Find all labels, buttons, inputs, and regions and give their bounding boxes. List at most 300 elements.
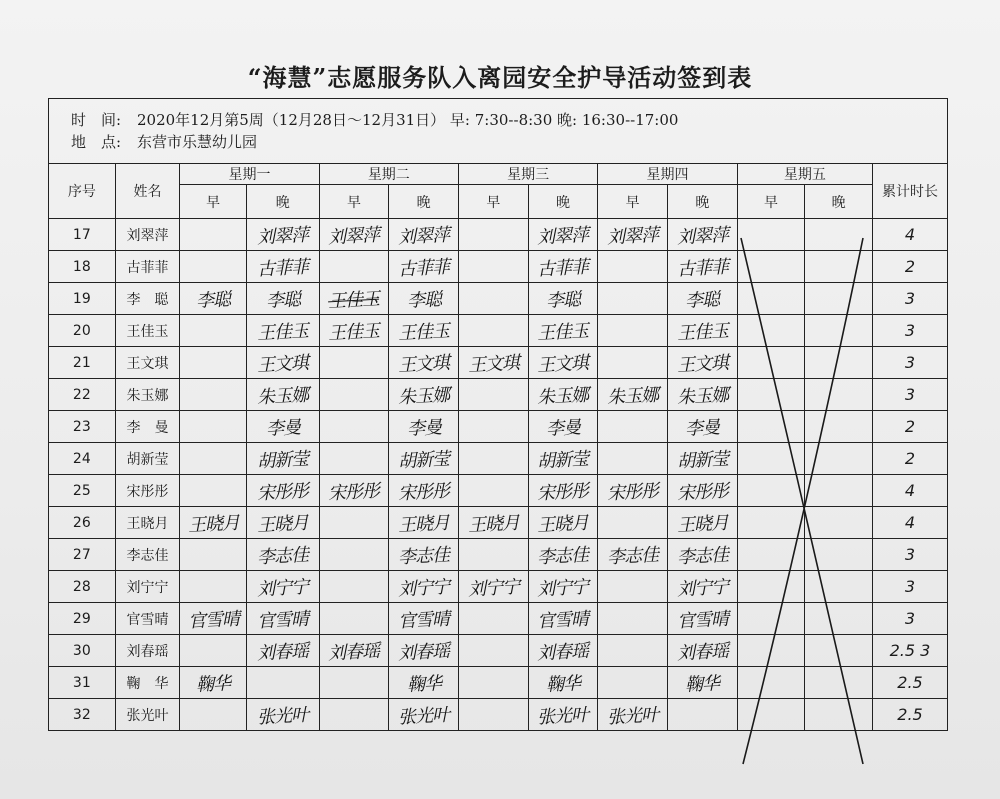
signature-cell-text: 张光叶 — [606, 704, 659, 728]
table-row — [49, 507, 948, 539]
signature-cell-text: 王晓月 — [537, 512, 590, 536]
signature-cell — [737, 635, 805, 667]
header-am: 早 — [737, 185, 805, 219]
signature-cell-text: 李曼 — [684, 416, 720, 440]
volunteer-name — [115, 443, 180, 475]
signature-cell — [458, 283, 528, 315]
signature-cell — [389, 699, 459, 731]
table-row — [49, 283, 948, 315]
signature-cell-text: 刘春瑶 — [537, 640, 590, 664]
signature-cell — [598, 315, 668, 347]
row-number — [49, 603, 116, 635]
signature-cell — [458, 475, 528, 507]
signature-cell-text: 官雪晴 — [256, 608, 309, 632]
total-hours — [872, 283, 947, 315]
signature-cell-text: 宋彤彤 — [328, 480, 381, 504]
signature-cell — [805, 699, 873, 731]
total-hours — [872, 475, 947, 507]
signature-cell — [598, 507, 668, 539]
table-row — [49, 475, 948, 507]
signature-cell — [389, 347, 459, 379]
signature-cell — [737, 507, 805, 539]
sign-in-table — [48, 98, 948, 731]
header-am: 早 — [598, 185, 668, 219]
signature-cell — [528, 251, 598, 283]
signature-cell — [528, 411, 598, 443]
volunteer-name — [115, 603, 180, 635]
signature-cell — [389, 443, 459, 475]
signature-cell — [737, 475, 805, 507]
signature-cell — [668, 699, 738, 731]
signature-cell-text: 朱玉娜 — [676, 384, 729, 408]
signature-cell — [805, 251, 873, 283]
signature-cell — [389, 635, 459, 667]
signature-cell-text: 李聪 — [406, 288, 442, 312]
signature-cell — [737, 571, 805, 603]
header-day-mon: 星期一 — [180, 164, 319, 185]
signature-cell-text: 官雪晴 — [187, 608, 240, 632]
total-hours — [872, 379, 947, 411]
signature-cell — [246, 251, 319, 283]
signature-cell-text: 古菲菲 — [256, 256, 309, 280]
header-no: 序号 — [49, 164, 116, 219]
signature-cell — [668, 219, 738, 251]
signature-cell-text: 刘宁宁 — [676, 576, 729, 600]
row-number — [49, 411, 116, 443]
volunteer-name — [115, 667, 180, 699]
signature-cell-text: 古菲菲 — [397, 256, 450, 280]
volunteer-name-text: 古菲菲 — [126, 259, 169, 276]
signature-cell — [737, 443, 805, 475]
total-hours-text: 3 — [904, 577, 916, 596]
signature-cell-text: 王晓月 — [187, 512, 240, 536]
signature-cell — [458, 347, 528, 379]
volunteer-name-text: 刘翠萍 — [126, 227, 169, 244]
signature-cell-text: 张光叶 — [256, 704, 309, 728]
signature-cell-text: 王文琪 — [256, 352, 309, 376]
time-line — [71, 109, 947, 131]
signature-cell — [737, 411, 805, 443]
signature-cell — [528, 603, 598, 635]
signature-cell-text: 古菲菲 — [537, 256, 590, 280]
time-value: 2020年12月第5周（12月28日～12月31日） 早: 7:30--8:30 晚: 16:30--17:00 — [137, 111, 679, 129]
signature-cell — [737, 667, 805, 699]
place-line — [71, 131, 947, 153]
signature-cell — [598, 635, 668, 667]
signature-cell — [528, 667, 598, 699]
signature-cell-text: 宋彤彤 — [256, 480, 309, 504]
signature-cell-text: 王佳玉 — [397, 320, 450, 344]
signature-cell-text: 王文琪 — [467, 352, 520, 376]
signature-cell — [598, 379, 668, 411]
total-hours — [872, 667, 947, 699]
signature-cell — [246, 475, 319, 507]
signature-cell — [805, 315, 873, 347]
signature-cell — [458, 635, 528, 667]
signature-cell-text: 刘宁宁 — [467, 576, 520, 600]
volunteer-name — [115, 283, 180, 315]
volunteer-name-text: 李 聪 — [126, 291, 169, 308]
total-hours — [872, 539, 947, 571]
total-hours-text: 3 — [904, 545, 916, 564]
signature-cell — [458, 603, 528, 635]
row-number — [49, 283, 116, 315]
row-number — [49, 315, 116, 347]
total-hours — [872, 411, 947, 443]
volunteer-name-text: 刘春瑶 — [126, 643, 169, 660]
signature-cell — [389, 219, 459, 251]
volunteer-name — [115, 315, 180, 347]
signature-cell — [319, 379, 389, 411]
table-row — [49, 411, 948, 443]
signature-cell — [389, 475, 459, 507]
total-hours-text: 3 — [904, 385, 916, 404]
signature-cell-text: 宋彤彤 — [676, 480, 729, 504]
volunteer-name — [115, 635, 180, 667]
signature-cell — [389, 251, 459, 283]
volunteer-name — [115, 571, 180, 603]
signature-cell-text: 朱玉娜 — [537, 384, 590, 408]
total-hours — [872, 251, 947, 283]
signature-cell-text: 官雪晴 — [676, 608, 729, 632]
signature-cell — [668, 603, 738, 635]
signature-cell — [805, 283, 873, 315]
signature-cell — [319, 443, 389, 475]
signature-cell — [805, 667, 873, 699]
row-number — [49, 347, 116, 379]
place-value: 东营市乐慧幼儿园 — [137, 133, 258, 151]
volunteer-name — [115, 219, 180, 251]
table-row — [49, 571, 948, 603]
total-hours — [872, 571, 947, 603]
signature-cell — [319, 571, 389, 603]
row-number-text: 30 — [72, 642, 91, 659]
total-hours-text: 3 — [904, 609, 916, 628]
signature-cell-text: 朱玉娜 — [606, 384, 659, 408]
row-number-text: 26 — [72, 514, 91, 531]
signature-cell — [246, 635, 319, 667]
signature-cell — [528, 699, 598, 731]
signature-cell-text: 李志佳 — [606, 544, 659, 568]
table-row — [49, 443, 948, 475]
signature-cell — [458, 667, 528, 699]
signature-cell-text: 胡新莹 — [676, 448, 729, 472]
signature-cell — [458, 219, 528, 251]
header-am: 早 — [458, 185, 528, 219]
row-number-text: 22 — [72, 386, 91, 403]
signature-cell — [246, 603, 319, 635]
header-pm: 晚 — [528, 185, 598, 219]
header-day-fri: 星期五 — [737, 164, 872, 185]
signature-cell-text: 李聪 — [684, 288, 720, 312]
row-number — [49, 379, 116, 411]
signature-cell — [598, 347, 668, 379]
row-number — [49, 507, 116, 539]
signature-cell — [668, 283, 738, 315]
row-number-text: 20 — [72, 322, 91, 339]
signature-cell — [319, 539, 389, 571]
row-number-text: 19 — [72, 290, 91, 307]
signature-cell — [180, 667, 247, 699]
signature-cell — [805, 571, 873, 603]
signature-cell-text: 鞠华 — [545, 672, 581, 696]
table-row — [49, 603, 948, 635]
signature-cell — [668, 443, 738, 475]
signature-cell — [805, 219, 873, 251]
signature-cell — [180, 635, 247, 667]
signature-cell-text: 鞠华 — [195, 672, 231, 696]
signature-cell — [180, 411, 247, 443]
signature-cell — [319, 251, 389, 283]
signature-cell — [458, 539, 528, 571]
row-number-text: 21 — [72, 354, 91, 371]
signature-cell — [668, 667, 738, 699]
signature-cell — [319, 699, 389, 731]
total-hours-text: 2 — [904, 449, 916, 468]
volunteer-name — [115, 347, 180, 379]
header-day-thu: 星期四 — [598, 164, 737, 185]
signature-cell — [180, 315, 247, 347]
signature-cell — [668, 347, 738, 379]
table-row — [49, 315, 948, 347]
total-hours-text: 2.5 — [897, 705, 923, 724]
volunteer-name-text: 王佳玉 — [126, 323, 169, 340]
volunteer-name-text: 鞠 华 — [126, 675, 169, 692]
signature-cell-text: 刘春瑶 — [256, 640, 309, 664]
signature-cell — [528, 443, 598, 475]
header-day-tue: 星期二 — [319, 164, 458, 185]
signature-cell-text: 王晓月 — [256, 512, 309, 536]
signature-cell — [246, 699, 319, 731]
signature-cell — [180, 379, 247, 411]
signature-cell-text: 刘翠萍 — [328, 224, 381, 248]
signature-cell — [598, 699, 668, 731]
signature-cell — [180, 539, 247, 571]
signature-cell — [668, 475, 738, 507]
signature-cell — [805, 411, 873, 443]
signature-cell — [180, 571, 247, 603]
signature-cell — [737, 539, 805, 571]
signature-cell-text: 王文琪 — [537, 352, 590, 376]
signature-cell-text: 李曼 — [265, 416, 301, 440]
signature-cell — [458, 571, 528, 603]
signature-cell — [389, 411, 459, 443]
signature-cell — [458, 251, 528, 283]
header-pm: 晚 — [389, 185, 459, 219]
signature-cell-text: 刘翠萍 — [606, 224, 659, 248]
signature-cell — [458, 443, 528, 475]
signature-cell — [598, 603, 668, 635]
signature-cell-text: 李志佳 — [397, 544, 450, 568]
total-hours — [872, 315, 947, 347]
signature-cell-text: 朱玉娜 — [256, 384, 309, 408]
signature-cell — [598, 539, 668, 571]
signature-cell-text: 王佳玉 — [256, 320, 309, 344]
signature-cell — [528, 635, 598, 667]
signature-cell-text: 王晓月 — [397, 512, 450, 536]
signature-cell-text: 古菲菲 — [676, 256, 729, 280]
total-hours-text: 4 — [904, 481, 916, 500]
signature-cell-text: 李聪 — [195, 288, 231, 312]
signature-cell — [458, 315, 528, 347]
signature-cell-text: 刘春瑶 — [328, 640, 381, 664]
signature-cell-text: 李曼 — [545, 416, 581, 440]
table-row — [49, 347, 948, 379]
signature-cell — [180, 283, 247, 315]
signature-cell — [458, 507, 528, 539]
signature-cell — [180, 699, 247, 731]
signature-cell — [528, 283, 598, 315]
signature-cell — [458, 699, 528, 731]
signature-cell — [805, 475, 873, 507]
total-hours-text: 3 — [904, 321, 916, 340]
volunteer-name-text: 刘宁宁 — [126, 579, 169, 596]
page-title: “海慧”志愿服务队入离园安全护导活动签到表 — [247, 63, 753, 92]
signature-cell-text: 李志佳 — [256, 544, 309, 568]
signature-cell-text: 李聪 — [265, 288, 301, 312]
signature-cell — [668, 379, 738, 411]
signature-cell — [389, 539, 459, 571]
row-number-text: 32 — [72, 706, 91, 723]
table-row — [49, 539, 948, 571]
header-pm: 晚 — [805, 185, 873, 219]
info-row — [49, 99, 948, 164]
signature-cell-text: 李聪 — [545, 288, 581, 312]
signature-cell — [528, 475, 598, 507]
total-hours — [872, 507, 947, 539]
row-number-text: 29 — [72, 610, 91, 627]
signature-cell — [246, 219, 319, 251]
total-hours — [872, 443, 947, 475]
place-label: 地 点: — [71, 133, 122, 151]
signature-cell-text: 鞠华 — [684, 672, 720, 696]
signature-cell — [805, 507, 873, 539]
signature-cell-text: 王佳玉 — [328, 288, 381, 312]
signature-cell — [668, 539, 738, 571]
signature-cell — [528, 571, 598, 603]
signature-cell-text: 刘宁宁 — [256, 576, 309, 600]
signature-cell — [528, 379, 598, 411]
header-total: 累计时长 — [872, 164, 947, 219]
volunteer-name — [115, 539, 180, 571]
signature-cell — [668, 251, 738, 283]
signature-cell — [737, 315, 805, 347]
signature-cell-text: 胡新莹 — [256, 448, 309, 472]
volunteer-name — [115, 507, 180, 539]
row-number — [49, 475, 116, 507]
signature-cell-text: 朱玉娜 — [397, 384, 450, 408]
signature-cell — [737, 283, 805, 315]
signature-cell-text: 胡新莹 — [397, 448, 450, 472]
total-hours — [872, 699, 947, 731]
signature-cell — [598, 475, 668, 507]
header-row-days — [49, 164, 948, 185]
signature-cell — [528, 219, 598, 251]
volunteer-name-text: 张光叶 — [126, 707, 169, 724]
signature-cell-text: 刘翠萍 — [397, 224, 450, 248]
signature-cell — [246, 379, 319, 411]
total-hours — [872, 219, 947, 251]
total-hours-text: 2.5 3 — [889, 641, 931, 660]
total-hours-text: 2 — [904, 257, 916, 276]
signature-cell-text: 王佳玉 — [537, 320, 590, 344]
signature-cell — [180, 443, 247, 475]
volunteer-name — [115, 251, 180, 283]
row-number-text: 18 — [72, 258, 91, 275]
signature-cell — [246, 411, 319, 443]
signature-cell — [246, 443, 319, 475]
signature-cell-text: 胡新莹 — [537, 448, 590, 472]
table-row — [49, 379, 948, 411]
signature-cell — [805, 443, 873, 475]
signature-cell — [668, 635, 738, 667]
row-number — [49, 667, 116, 699]
signature-cell — [319, 635, 389, 667]
total-hours-text: 3 — [904, 353, 916, 372]
signature-cell — [389, 571, 459, 603]
row-number-text: 27 — [72, 546, 91, 563]
signature-cell-text: 王佳玉 — [676, 320, 729, 344]
volunteer-name-text: 李志佳 — [126, 547, 169, 564]
volunteer-name-text: 王晓月 — [126, 515, 169, 532]
signature-cell — [319, 315, 389, 347]
signature-cell — [246, 507, 319, 539]
signature-cell-text: 宋彤彤 — [606, 480, 659, 504]
signature-cell-text: 刘宁宁 — [397, 576, 450, 600]
row-number-text: 23 — [72, 418, 91, 435]
signature-cell — [598, 283, 668, 315]
table-row — [49, 219, 948, 251]
signature-cell-text: 宋彤彤 — [397, 480, 450, 504]
signature-cell-text: 刘翠萍 — [537, 224, 590, 248]
signature-cell-text: 官雪晴 — [537, 608, 590, 632]
volunteer-name — [115, 475, 180, 507]
header-row-sessions — [49, 185, 948, 219]
signature-cell-text: 刘春瑶 — [676, 640, 729, 664]
row-number — [49, 699, 116, 731]
signature-cell-text: 王文琪 — [397, 352, 450, 376]
signature-cell — [319, 603, 389, 635]
signature-cell — [737, 347, 805, 379]
total-hours-text: 3 — [904, 289, 916, 308]
signature-cell — [805, 347, 873, 379]
signature-cell — [598, 251, 668, 283]
volunteer-name — [115, 379, 180, 411]
signature-cell — [389, 667, 459, 699]
signature-cell — [389, 283, 459, 315]
signature-cell-text: 官雪晴 — [397, 608, 450, 632]
signature-cell-text: 张光叶 — [537, 704, 590, 728]
signature-cell — [319, 347, 389, 379]
volunteer-name-text: 王文琪 — [126, 355, 169, 372]
signature-cell — [319, 507, 389, 539]
signature-cell — [528, 315, 598, 347]
signature-cell — [598, 571, 668, 603]
signature-cell — [246, 571, 319, 603]
signature-cell — [180, 475, 247, 507]
signature-cell — [737, 219, 805, 251]
signature-cell — [528, 507, 598, 539]
signature-cell — [598, 411, 668, 443]
table-row — [49, 667, 948, 699]
signature-cell-text: 李志佳 — [676, 544, 729, 568]
signature-cell — [737, 699, 805, 731]
row-number-text: 17 — [72, 226, 91, 243]
row-number — [49, 443, 116, 475]
signature-cell — [180, 219, 247, 251]
total-hours — [872, 603, 947, 635]
signature-cell — [246, 315, 319, 347]
